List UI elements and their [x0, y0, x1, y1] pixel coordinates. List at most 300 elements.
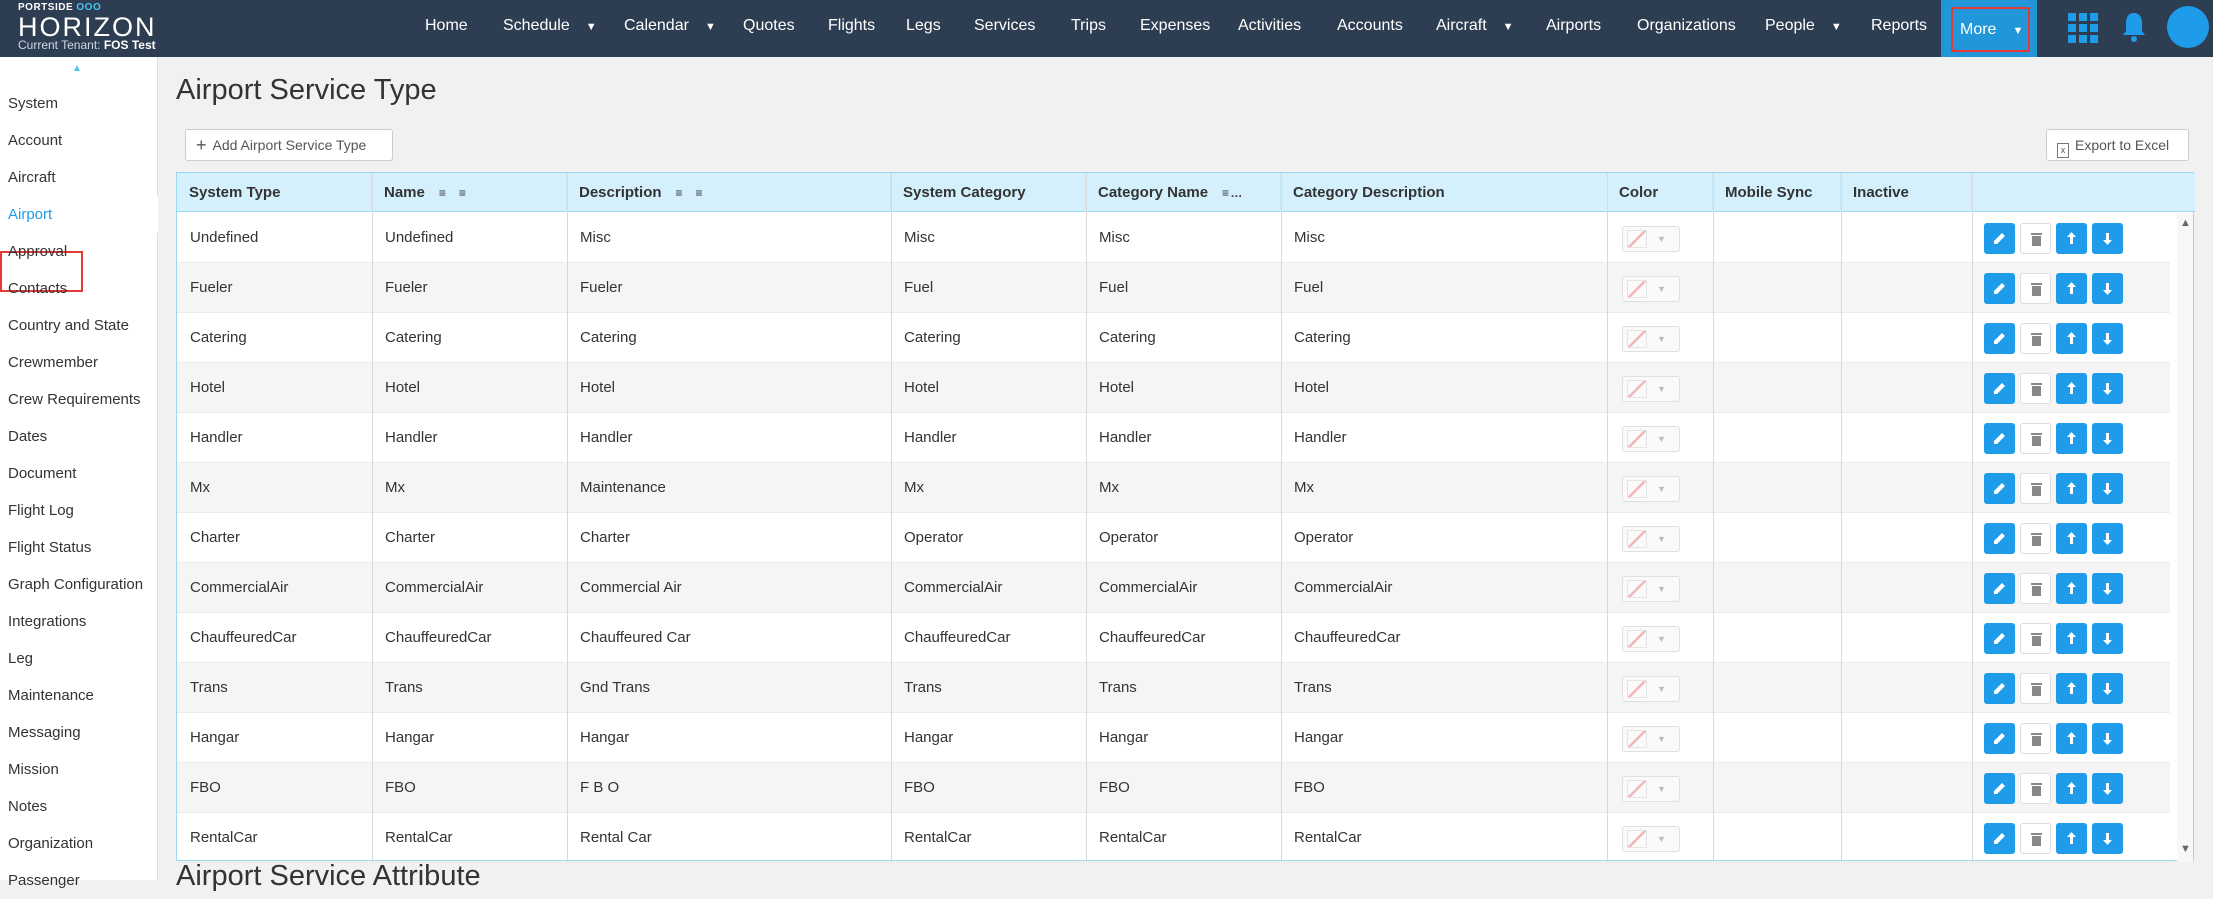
nav-label: Services	[974, 17, 1036, 34]
cell-system-category: Mx	[904, 479, 924, 496]
color-picker[interactable]	[1622, 576, 1680, 602]
move-up-icon[interactable]	[2056, 323, 2087, 354]
column-header-label: Mobile Sync	[1725, 184, 1813, 201]
nav-more-label: More	[1960, 21, 1997, 38]
color-picker[interactable]	[1622, 726, 1680, 752]
cell-system-type: Handler	[190, 429, 243, 446]
sidebar-item-mission[interactable]: Mission	[8, 761, 59, 778]
table-row[interactable]	[177, 213, 2170, 263]
chevron-down-icon: ▼	[1657, 534, 1666, 544]
cell-name: Hotel	[385, 379, 421, 396]
sidebar-item-airport[interactable]: Airport	[0, 196, 158, 233]
cell-system-category: Hangar	[904, 729, 954, 746]
column-header-system-type[interactable]	[177, 173, 372, 212]
cell-description: Hotel	[580, 379, 616, 396]
plus-icon: +	[196, 135, 207, 155]
column-header-label: Category Name	[1098, 184, 1209, 201]
cell-name: Fueler	[385, 279, 428, 296]
column-header-actions	[1972, 173, 2177, 212]
trash-icon[interactable]	[2020, 573, 2051, 604]
cell-description: Hangar	[580, 729, 630, 746]
nav-people[interactable]	[1765, 0, 1842, 51]
move-down-icon[interactable]	[2092, 523, 2123, 554]
sidebar-item-contacts[interactable]: Contacts	[8, 280, 68, 297]
nav-quotes[interactable]	[743, 0, 795, 51]
tenant-name: FOS Test	[103, 38, 156, 52]
sort-desc-icon[interactable]: ≡	[458, 186, 465, 200]
add-airport-service-type-button[interactable]	[185, 129, 393, 161]
no-color-swatch	[1627, 830, 1647, 848]
chevron-down-icon: ▼	[1657, 234, 1666, 244]
nav-label: Organizations	[1637, 17, 1736, 34]
color-picker[interactable]	[1622, 426, 1680, 452]
section-title-service-attribute: Airport Service Attribute	[176, 860, 481, 892]
sidebar-item-flight-log[interactable]: Flight Log	[8, 502, 74, 519]
cell-category-description: Hotel	[1294, 379, 1330, 396]
tenant-label: Current Tenant:	[18, 38, 101, 52]
no-color-swatch	[1627, 280, 1647, 298]
edit-icon[interactable]	[1984, 223, 2015, 254]
cell-category-description: Catering	[1294, 329, 1351, 346]
chevron-down-icon: ▼	[1657, 334, 1666, 344]
cell-description: Maintenance	[580, 479, 666, 496]
cell-description: Commercial Air	[580, 579, 682, 596]
chevron-down-icon: ▼	[1657, 634, 1666, 644]
cell-system-category: Catering	[904, 329, 961, 346]
cell-name: Catering	[385, 329, 442, 346]
chevron-down-icon: ▼	[1657, 484, 1666, 494]
cell-description: Gnd Trans	[580, 679, 651, 696]
table-row[interactable]	[177, 263, 2170, 313]
nav-services[interactable]	[974, 0, 1035, 51]
table-row[interactable]	[177, 813, 2170, 863]
column-header-category-name[interactable]	[1086, 173, 1281, 212]
cell-category-description: FBO	[1294, 779, 1325, 796]
add-button-label: Add Airport Service Type	[212, 137, 367, 153]
edit-icon[interactable]	[1984, 623, 2015, 654]
no-color-swatch	[1627, 380, 1647, 398]
cell-category-name: CommercialAir	[1099, 579, 1198, 596]
table-row[interactable]	[177, 663, 2170, 713]
nav-schedule[interactable]	[503, 0, 597, 51]
cell-system-category: Fuel	[904, 279, 934, 296]
sidebar-item-passenger[interactable]: Passenger	[8, 872, 80, 889]
nav-flights[interactable]	[828, 0, 875, 51]
cell-category-name: Operator	[1099, 529, 1159, 546]
move-up-icon[interactable]	[2056, 473, 2087, 504]
move-up-icon[interactable]	[2056, 723, 2087, 754]
trash-icon[interactable]	[2020, 473, 2051, 504]
edit-icon[interactable]	[1984, 673, 2015, 704]
color-picker[interactable]	[1622, 226, 1680, 252]
cell-system-type: Mx	[190, 479, 210, 496]
color-picker[interactable]	[1622, 626, 1680, 652]
scroll-down-arrow-icon[interactable]: ▼	[2180, 843, 2191, 855]
cell-description: Handler	[580, 429, 633, 446]
chevron-down-icon[interactable]: ▼	[704, 21, 716, 33]
cell-name: Trans	[385, 679, 423, 696]
cell-name: RentalCar	[385, 829, 453, 846]
excel-icon: x	[2057, 143, 2069, 158]
move-up-icon[interactable]	[2056, 623, 2087, 654]
cell-system-type: Hotel	[190, 379, 226, 396]
edit-icon[interactable]	[1984, 423, 2015, 454]
no-color-swatch	[1627, 730, 1647, 748]
nav-label: Airports	[1546, 17, 1602, 34]
cell-category-name: Mx	[1099, 479, 1119, 496]
scroll-up-icon[interactable]: ▲	[72, 63, 82, 74]
move-up-icon[interactable]	[2056, 523, 2087, 554]
nav-more-highlight[interactable]	[1951, 7, 2030, 52]
move-down-icon[interactable]	[2092, 623, 2123, 654]
sidebar-item-graph-configuration[interactable]: Graph Configuration	[8, 576, 144, 593]
column-divider	[1841, 173, 1842, 862]
cell-category-name: ChauffeuredCar	[1099, 629, 1206, 646]
user-avatar[interactable]	[2167, 6, 2209, 48]
column-divider	[372, 173, 373, 862]
nav-reports[interactable]	[1871, 0, 1927, 51]
cell-system-type: RentalCar	[190, 829, 258, 846]
cell-name: FBO	[385, 779, 416, 796]
chevron-down-icon: ▼	[1657, 284, 1666, 294]
cell-description: F B O	[580, 779, 620, 796]
cell-system-category: Misc	[904, 229, 935, 246]
cell-system-type: Catering	[190, 329, 247, 346]
edit-icon[interactable]	[1984, 373, 2015, 404]
cell-category-description: ChauffeuredCar	[1294, 629, 1401, 646]
column-header-inactive[interactable]	[1841, 173, 1972, 212]
column-divider	[1972, 173, 1973, 862]
nav-accounts[interactable]	[1337, 0, 1403, 51]
cell-description: Misc	[580, 229, 611, 246]
nav-more[interactable]	[1941, 0, 2037, 57]
cell-system-type: ChauffeuredCar	[190, 629, 297, 646]
no-color-swatch	[1627, 480, 1647, 498]
color-picker[interactable]	[1622, 526, 1680, 552]
cell-system-type: Hangar	[190, 729, 240, 746]
sidebar-item-flight-status[interactable]: Flight Status	[8, 539, 92, 556]
brand-dots: OOO	[76, 2, 102, 13]
nav-label: Home	[425, 17, 468, 34]
cell-description: Catering	[580, 329, 637, 346]
column-divider	[1086, 173, 1087, 862]
nav-legs[interactable]	[906, 0, 941, 51]
cell-system-category: RentalCar	[904, 829, 972, 846]
edit-icon[interactable]	[1984, 573, 2015, 604]
cell-category-name: Misc	[1099, 229, 1130, 246]
chevron-down-icon: ▼	[1657, 734, 1666, 744]
column-divider	[891, 173, 892, 862]
table-row[interactable]	[177, 713, 2170, 763]
cell-system-type: FBO	[190, 779, 221, 796]
nav-organizations[interactable]	[1637, 0, 1736, 51]
edit-icon[interactable]	[1984, 523, 2015, 554]
nav-home[interactable]	[425, 0, 468, 51]
cell-system-category: Hotel	[904, 379, 940, 396]
table-row[interactable]	[177, 563, 2170, 613]
color-picker[interactable]	[1622, 326, 1680, 352]
sidebar-item-messaging[interactable]: Messaging	[8, 724, 81, 741]
move-down-icon[interactable]	[2092, 273, 2123, 304]
sort-asc-icon[interactable]: ≡	[675, 186, 682, 200]
move-down-icon[interactable]	[2092, 573, 2123, 604]
column-divider	[1607, 173, 1608, 862]
table-scrollbar[interactable]	[2177, 213, 2193, 862]
move-up-icon[interactable]	[2056, 573, 2087, 604]
sidebar-item-dates[interactable]: Dates	[8, 428, 48, 445]
column-header-label: Inactive	[1853, 184, 1909, 201]
sidebar-item-crew-requirements[interactable]: Crew Requirements	[8, 391, 141, 408]
sort-asc-icon[interactable]: ≡	[438, 186, 445, 200]
cell-system-type: CommercialAir	[190, 579, 289, 596]
color-picker[interactable]	[1622, 826, 1680, 852]
column-header-category-description[interactable]	[1281, 173, 1607, 212]
cell-description: Fueler	[580, 279, 623, 296]
cell-name: ChauffeuredCar	[385, 629, 492, 646]
cell-category-name: Hotel	[1099, 379, 1135, 396]
cell-category-description: Handler	[1294, 429, 1347, 446]
sidebar-item-organization[interactable]: Organization	[8, 835, 94, 852]
sort-desc-icon[interactable]: ≡	[695, 186, 702, 200]
no-color-swatch	[1627, 630, 1647, 648]
table-row[interactable]	[177, 463, 2170, 513]
cell-category-description: Hangar	[1294, 729, 1344, 746]
cell-description: Charter	[580, 529, 631, 546]
nav-label: People	[1765, 17, 1815, 34]
sidebar-item-maintenance[interactable]: Maintenance	[8, 687, 94, 704]
nav-label: Calendar	[624, 17, 689, 34]
move-down-icon[interactable]	[2092, 723, 2123, 754]
column-header-color[interactable]	[1607, 173, 1713, 212]
settings-sidebar	[0, 57, 158, 889]
color-picker[interactable]	[1622, 776, 1680, 802]
chevron-down-icon: ▼	[1657, 784, 1666, 794]
nav-airports[interactable]	[1546, 0, 1601, 51]
cell-name: Undefined	[385, 229, 454, 246]
cell-category-description: Operator	[1294, 529, 1354, 546]
trash-icon[interactable]	[2020, 523, 2051, 554]
column-header-description[interactable]	[567, 173, 891, 212]
nav-activities[interactable]	[1238, 0, 1301, 51]
column-header-label: Color	[1619, 184, 1659, 201]
cell-category-name: Fuel	[1099, 279, 1129, 296]
nav-label: Aircraft	[1436, 17, 1487, 34]
nav-label: Expenses	[1140, 17, 1211, 34]
edit-icon[interactable]	[1984, 823, 2015, 854]
move-up-icon[interactable]	[2056, 773, 2087, 804]
no-color-swatch	[1627, 680, 1647, 698]
table-row[interactable]	[177, 513, 2170, 563]
sidebar-item-aircraft[interactable]: Aircraft	[8, 169, 56, 186]
cell-system-category: Handler	[904, 429, 957, 446]
chevron-down-icon[interactable]: ▼	[585, 21, 597, 33]
cell-category-name: RentalCar	[1099, 829, 1167, 846]
column-divider	[567, 173, 568, 862]
trash-icon[interactable]	[2020, 223, 2051, 254]
cell-name: Hangar	[385, 729, 435, 746]
move-down-icon[interactable]	[2092, 773, 2123, 804]
trash-icon[interactable]	[2020, 423, 2051, 454]
cell-system-type: Trans	[190, 679, 228, 696]
column-divider	[1281, 173, 1282, 862]
chevron-down-icon: ▼	[1657, 384, 1666, 394]
apps-grid-icon[interactable]	[2068, 13, 2098, 43]
move-up-icon[interactable]	[2056, 273, 2087, 304]
sidebar-item-system[interactable]: System	[8, 95, 59, 112]
cell-system-category: ChauffeuredCar	[904, 629, 1011, 646]
cell-system-category: Operator	[904, 529, 964, 546]
chevron-down-icon: ▼	[2012, 25, 2024, 37]
cell-name: Handler	[385, 429, 438, 446]
chevron-down-icon: ▼	[1657, 584, 1666, 594]
table-row[interactable]	[177, 363, 2170, 413]
trash-icon[interactable]	[2020, 773, 2051, 804]
cell-system-type: Charter	[190, 529, 241, 546]
move-up-icon[interactable]	[2056, 823, 2087, 854]
sort-asc-icon[interactable]: ≡ …	[1222, 186, 1242, 200]
move-down-icon[interactable]	[2092, 673, 2123, 704]
sidebar-item-document[interactable]: Document	[8, 465, 77, 482]
nav-label: Legs	[906, 17, 941, 34]
cell-category-description: Mx	[1294, 479, 1314, 496]
color-picker[interactable]	[1622, 376, 1680, 402]
export-button-label: Export to Excel	[2075, 137, 2170, 153]
table-row[interactable]	[177, 763, 2170, 813]
cell-category-description: Trans	[1294, 679, 1332, 696]
move-down-icon[interactable]	[2092, 323, 2123, 354]
move-down-icon[interactable]	[2092, 423, 2123, 454]
column-divider	[1713, 173, 1714, 862]
cell-description: Chauffeured Car	[580, 629, 691, 646]
trash-icon[interactable]	[2020, 373, 2051, 404]
table-row[interactable]	[177, 613, 2170, 663]
edit-icon[interactable]	[1984, 723, 2015, 754]
cell-category-name: Trans	[1099, 679, 1137, 696]
table-row[interactable]	[177, 413, 2170, 463]
cell-category-description: RentalCar	[1294, 829, 1362, 846]
edit-icon[interactable]	[1984, 273, 2015, 304]
cell-name: Charter	[385, 529, 436, 546]
color-picker[interactable]	[1622, 476, 1680, 502]
move-up-icon[interactable]	[2056, 223, 2087, 254]
move-up-icon[interactable]	[2056, 423, 2087, 454]
color-picker[interactable]	[1622, 676, 1680, 702]
cell-name: Mx	[385, 479, 405, 496]
cell-category-name: Hangar	[1099, 729, 1149, 746]
nav-label: Activities	[1238, 17, 1302, 34]
cell-system-type: Fueler	[190, 279, 233, 296]
trash-icon[interactable]	[2020, 673, 2051, 704]
sidebar-item-integrations[interactable]: Integrations	[8, 613, 87, 630]
export-to-excel-button[interactable]	[2046, 129, 2189, 161]
table-row[interactable]	[177, 313, 2170, 363]
nav-label: Reports	[1871, 17, 1928, 34]
chevron-down-icon: ▼	[1657, 434, 1666, 444]
cell-category-description: Fuel	[1294, 279, 1324, 296]
cell-category-name: Handler	[1099, 429, 1152, 446]
chevron-down-icon[interactable]: ▼	[1502, 21, 1514, 33]
move-down-icon[interactable]	[2092, 373, 2123, 404]
cell-category-description: Misc	[1294, 229, 1325, 246]
page-title: Airport Service Type	[176, 74, 437, 106]
cell-system-category: FBO	[904, 779, 935, 796]
cell-category-description: CommercialAir	[1294, 579, 1393, 596]
no-color-swatch	[1627, 580, 1647, 598]
app-logo[interactable]	[18, 2, 178, 54]
chevron-down-icon: ▼	[1657, 834, 1666, 844]
trash-icon[interactable]	[2020, 723, 2051, 754]
top-navbar	[0, 0, 2213, 57]
color-picker[interactable]	[1622, 276, 1680, 302]
trash-icon[interactable]	[2020, 823, 2051, 854]
table-header	[177, 173, 2195, 212]
trash-icon[interactable]	[2020, 323, 2051, 354]
edit-icon[interactable]	[1984, 323, 2015, 354]
brand-name: HORIZON	[18, 12, 157, 42]
column-header-label: System Category	[903, 184, 1026, 201]
scroll-up-arrow-icon[interactable]: ▲	[2180, 217, 2191, 229]
move-down-icon[interactable]	[2092, 473, 2123, 504]
no-color-swatch	[1627, 530, 1647, 548]
service-type-table	[176, 172, 2194, 861]
chevron-down-icon: ▼	[1657, 684, 1666, 694]
edit-icon[interactable]	[1984, 773, 2015, 804]
nav-label: Quotes	[743, 17, 795, 34]
cell-category-name: FBO	[1099, 779, 1130, 796]
brand-small-text: PORTSIDE	[18, 2, 74, 13]
column-header-label: Description	[579, 184, 662, 201]
sidebar-item-approval[interactable]: Approval	[8, 243, 68, 260]
column-header-label: Name	[384, 184, 425, 201]
move-up-icon[interactable]	[2056, 673, 2087, 704]
cell-description: Rental Car	[580, 829, 652, 846]
trash-icon[interactable]	[2020, 623, 2051, 654]
cell-system-category: CommercialAir	[904, 579, 1003, 596]
move-down-icon[interactable]	[2092, 223, 2123, 254]
chevron-down-icon[interactable]: ▼	[1830, 21, 1842, 33]
cell-system-category: Trans	[904, 679, 942, 696]
sidebar-item-country-and-state[interactable]: Country and State	[8, 317, 129, 334]
column-header-label: System Type	[189, 184, 281, 201]
nav-aircraft[interactable]	[1436, 0, 1514, 51]
no-color-swatch	[1627, 230, 1647, 248]
no-color-swatch	[1627, 780, 1647, 798]
nav-label: Trips	[1071, 17, 1106, 34]
column-header-name[interactable]	[372, 173, 567, 212]
nav-trips[interactable]	[1071, 0, 1106, 51]
nav-expenses[interactable]	[1140, 0, 1210, 51]
cell-name: CommercialAir	[385, 579, 484, 596]
column-header-system-category[interactable]	[891, 173, 1086, 212]
move-down-icon[interactable]	[2092, 823, 2123, 854]
no-color-swatch	[1627, 330, 1647, 348]
current-tenant	[18, 38, 156, 52]
no-color-swatch	[1627, 430, 1647, 448]
sidebar-item-account[interactable]: Account	[8, 132, 63, 149]
sidebar-item-crewmember[interactable]: Crewmember	[8, 354, 99, 371]
trash-icon[interactable]	[2020, 273, 2051, 304]
edit-icon[interactable]	[1984, 473, 2015, 504]
cell-system-type: Undefined	[190, 229, 259, 246]
sidebar-item-leg[interactable]: Leg	[8, 650, 34, 667]
sidebar-item-notes[interactable]: Notes	[8, 798, 48, 815]
nav-label: Accounts	[1337, 17, 1403, 34]
column-header-mobile-sync[interactable]	[1713, 173, 1841, 212]
move-up-icon[interactable]	[2056, 373, 2087, 404]
bell-icon[interactable]	[2120, 10, 2148, 44]
nav-calendar[interactable]	[624, 0, 716, 51]
nav-label: Flights	[828, 17, 876, 34]
